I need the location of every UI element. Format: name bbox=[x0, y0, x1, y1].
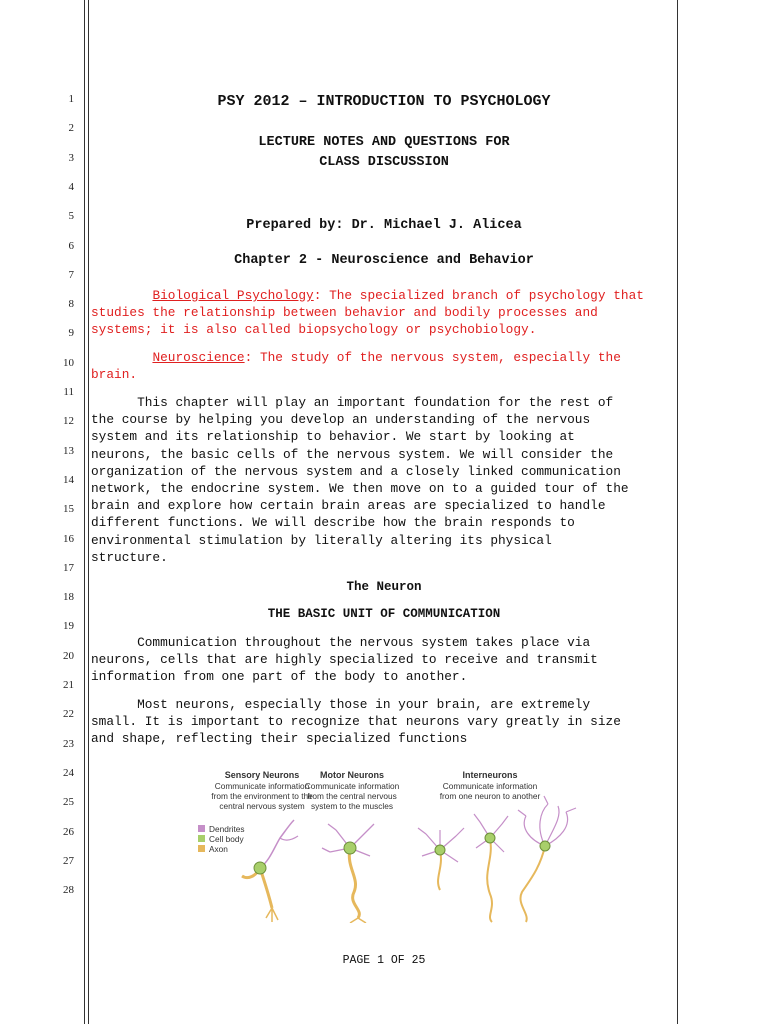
line-number: 19 bbox=[63, 620, 74, 633]
line-number: 4 bbox=[68, 180, 74, 193]
line-number: 3 bbox=[68, 151, 74, 164]
figure-column-title: Motor Neurons bbox=[320, 770, 384, 780]
figure-column-description: from the central nervous bbox=[307, 791, 397, 801]
line-number: 17 bbox=[63, 561, 74, 574]
line-number: 12 bbox=[63, 415, 74, 428]
line-number: 25 bbox=[63, 796, 74, 809]
motor-neuron-illustration bbox=[322, 824, 374, 923]
paragraph-neuron-size bbox=[91, 696, 676, 748]
paragraph-line: system and its relationship to behavior. We start by looking at bbox=[91, 429, 575, 445]
line-number: 7 bbox=[68, 268, 74, 281]
figure-column-description: Communicate information bbox=[442, 781, 538, 791]
term-biological-psychology: Biological Psychology bbox=[152, 288, 314, 303]
line-number: 10 bbox=[63, 356, 74, 369]
subtitle-line-1: LECTURE NOTES AND QUESTIONS FOR bbox=[258, 135, 510, 150]
figure-column-description: central nervous system bbox=[219, 801, 305, 811]
legend-label: Dendrites bbox=[209, 824, 245, 834]
line-number: 20 bbox=[63, 649, 74, 662]
line-number: 11 bbox=[63, 386, 74, 398]
line-number: 13 bbox=[63, 444, 74, 457]
legend-swatch bbox=[198, 845, 205, 852]
paragraph-line: different functions. We will describe how the brain responds to bbox=[91, 515, 575, 531]
line-number: 15 bbox=[63, 503, 74, 516]
sensory-neuron-illustration bbox=[242, 820, 298, 922]
line-number: 8 bbox=[68, 298, 74, 311]
line-number: 24 bbox=[63, 766, 74, 779]
paragraph-line: neurons, cells that are highly specialized to receive and transmit bbox=[91, 652, 598, 668]
paragraph-line: small. It is important to recognize that neurons vary greatly in size bbox=[91, 714, 621, 730]
line-number: 2 bbox=[68, 122, 74, 135]
paragraph-line: Communication throughout the nervous system takes place via bbox=[91, 635, 591, 650]
line-number: 14 bbox=[63, 473, 74, 486]
line-number: 22 bbox=[63, 708, 74, 721]
figure-column-description: Communicate information bbox=[304, 781, 400, 791]
paragraph-line: information from one part of the body to another. bbox=[91, 669, 468, 685]
page-footer: PAGE 1 OF 25 bbox=[342, 954, 426, 967]
legend-label: Axon bbox=[209, 844, 228, 854]
section-subheading: THE BASIC UNIT OF COMMUNICATION bbox=[267, 607, 501, 621]
interneuron-illustrations bbox=[418, 796, 576, 922]
line-number: 9 bbox=[68, 327, 74, 340]
figure-column-description: Communicate information bbox=[214, 781, 310, 791]
figure-column-description: from the environment to the bbox=[211, 791, 313, 801]
course-title: PSY 2012 – INTRODUCTION TO PSYCHOLOGY bbox=[217, 93, 551, 110]
line-number: 6 bbox=[68, 239, 74, 252]
intro-paragraph bbox=[91, 394, 676, 566]
legend-swatch bbox=[198, 825, 205, 832]
neuron-types-figure bbox=[190, 768, 585, 923]
paragraph-line: structure. bbox=[91, 549, 168, 565]
paragraph-line: network, the endocrine system. We then move on to a guided tour of the bbox=[91, 481, 629, 497]
paragraph-line: organization of the nervous system and a closely linked communication bbox=[91, 463, 621, 479]
prepared-by: Prepared by: Dr. Michael J. Alicea bbox=[246, 218, 522, 233]
left-margin-rule bbox=[84, 0, 85, 1024]
line-number: 23 bbox=[63, 737, 74, 750]
chapter-heading: Chapter 2 - Neuroscience and Behavior bbox=[234, 253, 534, 268]
paragraph-line: This chapter will play an important foundation for the rest of bbox=[91, 395, 614, 410]
right-margin-rule bbox=[677, 0, 678, 1024]
figure-column-description: from one neuron to another bbox=[439, 791, 541, 801]
definition-biological-psychology: Biological Psychology: The specialized branch of psychology that studies the relationship between behavior and bodily processes and systems; it is also called biopsychology or psychobiology. bbox=[91, 288, 644, 338]
paragraph-line: Most neurons, especially those in your brain, are extremely bbox=[91, 697, 591, 712]
paragraph-line: environmental stimulation by literally altering its physical bbox=[91, 532, 552, 548]
line-number: 27 bbox=[63, 854, 74, 867]
paragraph-line: brain and explore how certain brain areas are specialized to handle bbox=[91, 498, 606, 514]
line-number: 21 bbox=[63, 679, 74, 691]
definition-neuroscience: Neuroscience: The study of the nervous system, especially the brain. bbox=[91, 350, 621, 383]
figure-column-description: system to the muscles bbox=[310, 801, 394, 811]
figure-column-title: Sensory Neurons bbox=[224, 770, 300, 780]
line-number: 1 bbox=[68, 93, 74, 105]
line-number: 28 bbox=[63, 884, 74, 897]
legend-swatch bbox=[198, 835, 205, 842]
line-number: 5 bbox=[68, 210, 74, 223]
line-number: 26 bbox=[63, 825, 74, 838]
left-margin-rule-inner bbox=[88, 0, 89, 1024]
line-number: 16 bbox=[63, 532, 74, 545]
paragraph-communication bbox=[91, 634, 676, 686]
paragraph-line: the course by helping you develop an understanding of the nervous bbox=[91, 412, 591, 428]
paragraph-line: and shape, reflecting their specialized functions bbox=[91, 731, 468, 747]
paragraph-line: neurons, the basic cells of the nervous system. We will consider the bbox=[91, 446, 614, 462]
figure-column-title: Interneurons bbox=[462, 770, 518, 780]
section-heading: The Neuron bbox=[346, 580, 422, 594]
legend-label: Cell body bbox=[209, 834, 244, 844]
term-neuroscience: Neuroscience bbox=[152, 350, 245, 365]
subtitle-line-2: CLASS DISCUSSION bbox=[319, 155, 449, 170]
line-number: 18 bbox=[63, 591, 74, 604]
